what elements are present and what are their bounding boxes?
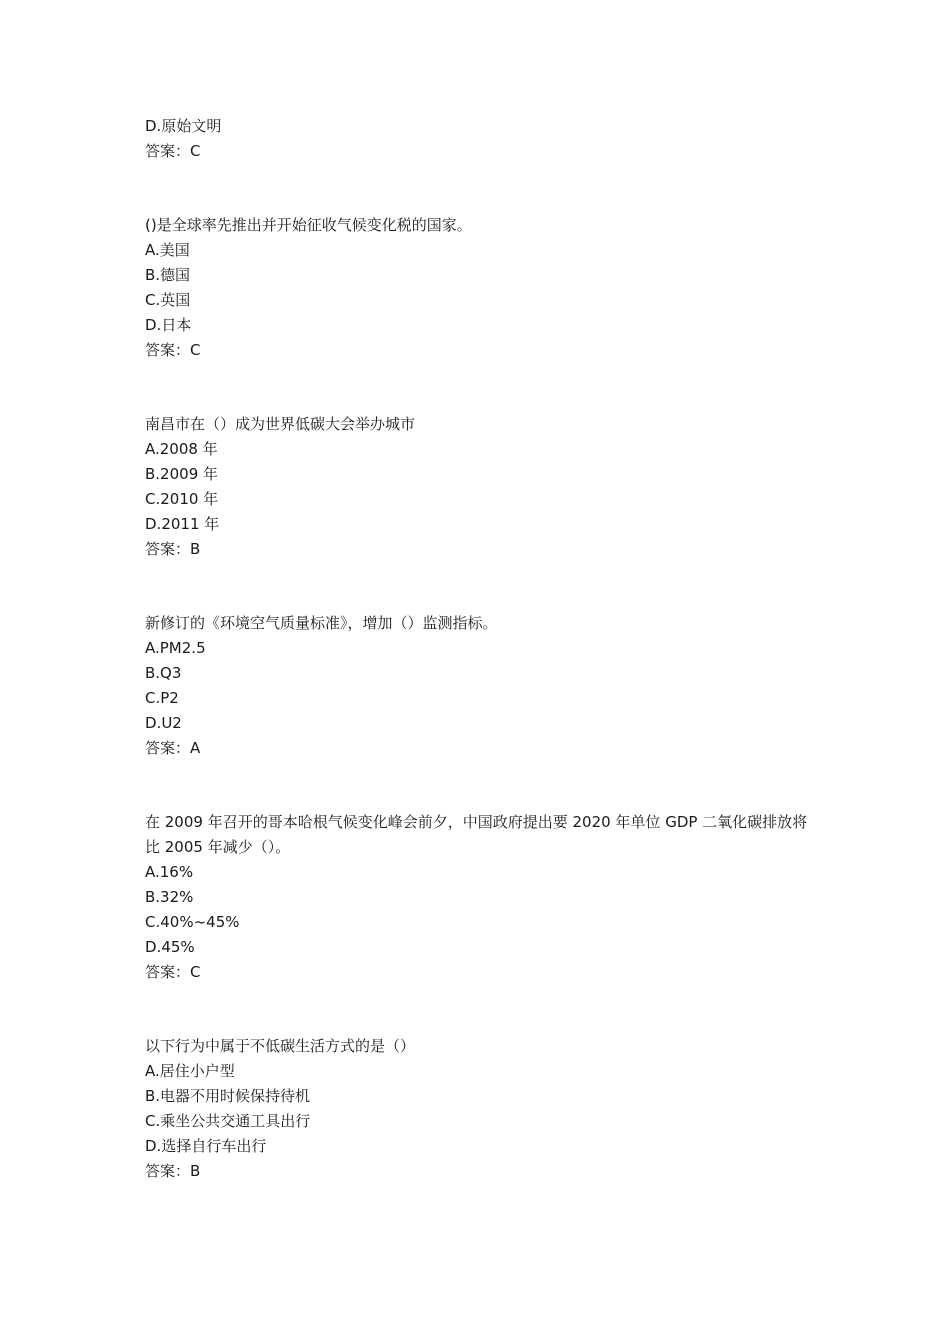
question-3 [145, 611, 815, 761]
option-c: C.2010 年 [145, 490, 219, 508]
option-d: D.原始文明 [145, 117, 222, 135]
option-c: C.P2 [145, 689, 179, 707]
document-content [145, 114, 815, 1184]
option-b: B.2009 年 [145, 465, 219, 483]
option-d: D.45% [145, 938, 195, 956]
option-d: D.选择自行车出行 [145, 1137, 267, 1155]
option-c: C.英国 [145, 291, 191, 309]
question-1 [145, 213, 815, 363]
question-text: 南昌市在（）成为世界低碳大会举办城市 [145, 415, 416, 433]
question-4 [145, 810, 815, 985]
option-d: D.日本 [145, 316, 192, 334]
option-a: A.美国 [145, 241, 190, 259]
option-b: B.Q3 [145, 664, 182, 682]
option-a: A.2008 年 [145, 440, 218, 458]
option-d: D.2011 年 [145, 515, 220, 533]
question-text: 以下行为中属于不低碳生活方式的是（） [145, 1037, 416, 1055]
question-fragment [145, 114, 815, 164]
question-text: 在 2009 年召开的哥本哈根气候变化峰会前夕，中国政府提出要 2020 年单位 GDP 二氧化碳排放将比 2005 年减少（）。 [145, 813, 808, 856]
question-5 [145, 1034, 815, 1184]
question-text: 新修订的《环境空气质量标准》，增加（）监测指标。 [145, 614, 498, 632]
option-b: B.32% [145, 888, 194, 906]
answer: 答案：C [145, 142, 201, 160]
option-b: B.德国 [145, 266, 191, 284]
option-a: A.16% [145, 863, 194, 881]
option-a: A.PM2.5 [145, 639, 206, 657]
question-2 [145, 412, 815, 562]
answer: 答案：B [145, 1162, 201, 1180]
option-b: B.电器不用时候保持待机 [145, 1087, 311, 1105]
option-c: C.乘坐公共交通工具出行 [145, 1112, 311, 1130]
question-text: ()是全球率先推出并开始征收气候变化税的国家。 [145, 216, 472, 234]
option-a: A.居住小户型 [145, 1062, 235, 1080]
answer: 答案：A [145, 739, 201, 757]
answer: 答案：B [145, 540, 201, 558]
option-d: D.U2 [145, 714, 182, 732]
option-c: C.40%~45% [145, 913, 240, 931]
answer: 答案：C [145, 963, 201, 981]
answer: 答案：C [145, 341, 201, 359]
